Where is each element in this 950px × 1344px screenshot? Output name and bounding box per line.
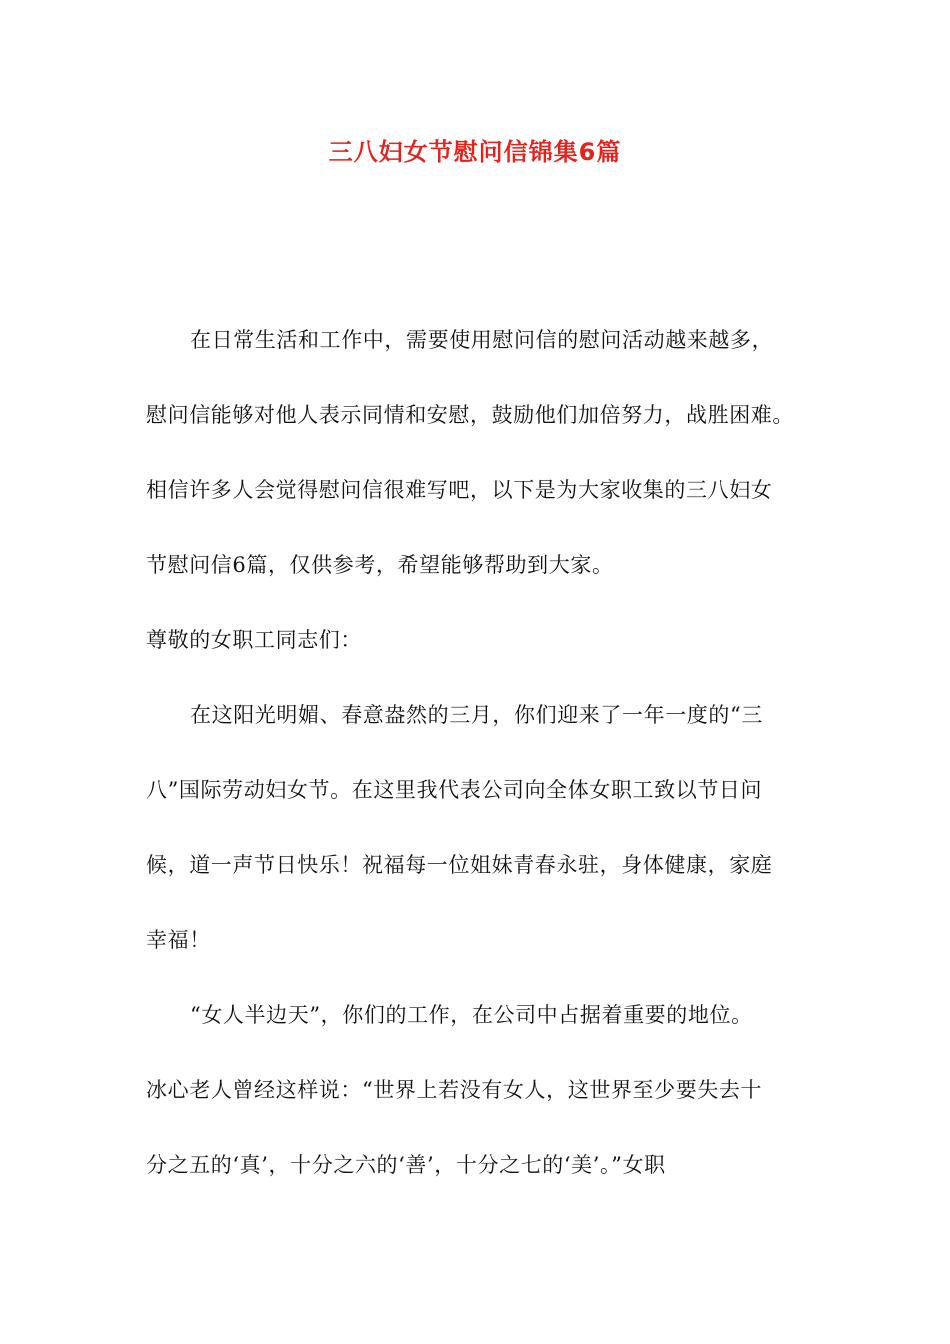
paragraph-line: 在日常生活和工作中，需要使用慰问信的慰问活动越来越多， xyxy=(190,328,774,352)
paragraph-line: 在这阳光明媚、春意盎然的三月，你们迎来了一年一度的“三 xyxy=(190,703,763,727)
paragraph-line: 冰心老人曾经这样说：“世界上若没有女人，这世界至少要失去十 xyxy=(146,1078,763,1102)
paragraph-line: 相信许多人会觉得慰问信很难写吧，以下是为大家收集的三八妇女 xyxy=(146,478,773,502)
salutation-line: 尊敬的女职工同志们： xyxy=(146,628,362,652)
paragraph-line: 慰问信能够对他人表示同情和安慰，鼓励他们加倍努力，战胜困难。 xyxy=(146,403,794,427)
paragraph-line: 候，道一声节日快乐！祝福每一位姐妹青春永驻，身体健康，家庭 xyxy=(146,853,773,877)
paragraph-line: 幸福！ xyxy=(146,928,211,952)
paragraph-line: 分之五的‘真’，十分之六的‘善’，十分之七的‘美’。”女职 xyxy=(146,1153,666,1177)
paragraph-line: “女人半边天”，你们的工作，在公司中占据着重要的地位。 xyxy=(190,1003,753,1027)
document-title: 三八妇女节慰问信锦集6篇 xyxy=(328,138,622,166)
paragraph-line: 八”国际劳动妇女节。在这里我代表公司向全体女职工致以节日问 xyxy=(146,778,763,802)
paragraph-line: 节慰问信6篇，仅供参考，希望能够帮助到大家。 xyxy=(146,553,614,577)
